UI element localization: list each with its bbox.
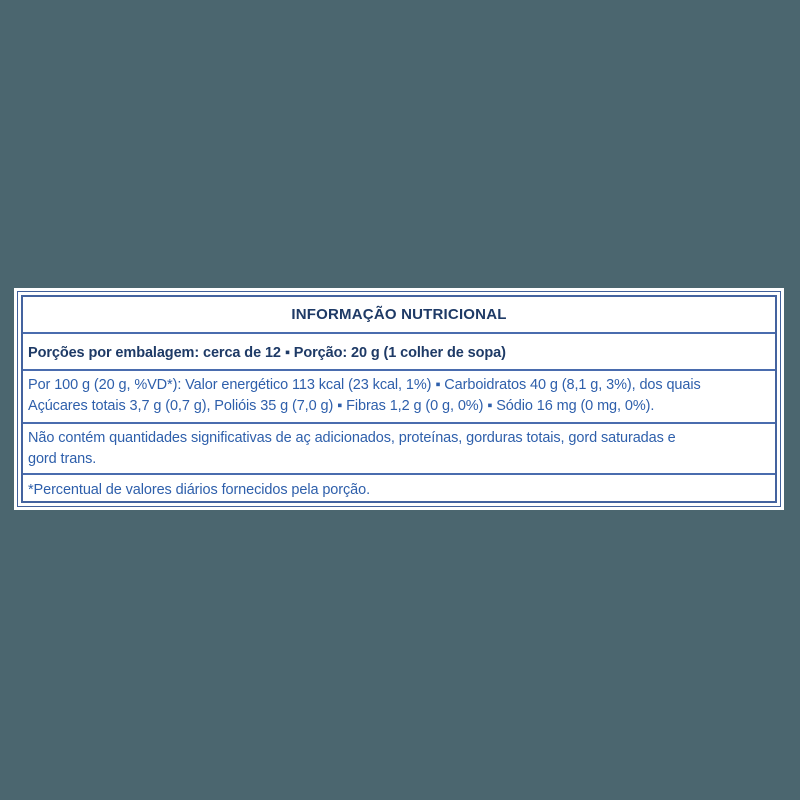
table-row-servings <box>23 334 775 371</box>
per-100g-line-2: Açúcares totais 3,7 g (0,7 g), Polióis 35 g (7,0 g) ▪ Fibras 1,2 g (0 g, 0%) ▪ Sódio 16 mg (0 mg, 0%). <box>28 398 655 414</box>
per-100g-line-1: Por 100 g (20 g, %VD*): Valor energético 113 kcal (23 kcal, 1%) ▪ Carboidratos 40 g (8,1 g, 3%), dos quais <box>28 377 701 393</box>
table-row-not-significant <box>23 424 775 475</box>
table-title-row <box>23 297 775 334</box>
servings-line: Porções por embalagem: cerca de 12 ▪ Porção: 20 g (1 colher de sopa) <box>28 344 506 361</box>
table-row-per-100g <box>23 371 775 424</box>
not-significant-line-1: Não contém quantidades significativas de aç adicionados, proteínas, gorduras totais, gord saturadas e <box>28 430 676 446</box>
label-title: INFORMAÇÃO NUTRICIONAL <box>291 306 507 323</box>
nutrition-label <box>14 288 784 510</box>
footnote-line: *Percentual de valores diários fornecidos pela porção. <box>28 482 370 498</box>
nutrition-table <box>21 295 777 503</box>
table-row-footnote <box>23 475 775 501</box>
not-significant-line-2: gord trans. <box>28 451 97 467</box>
